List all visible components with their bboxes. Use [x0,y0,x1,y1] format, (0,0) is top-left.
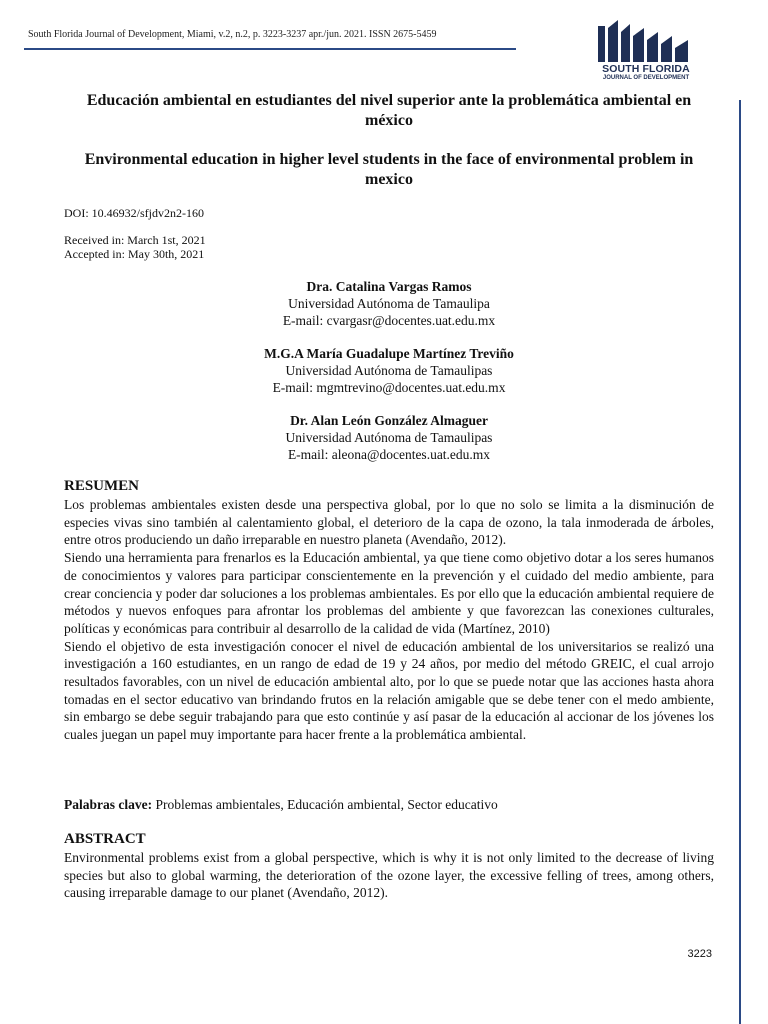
resumen-paragraph: Siendo una herramienta para frenarlos es la Educación ambiental, ya que tiene como objetivo dotar a los seres humanos de conocimientos y valores para participar conscientemente en la prevención y el cuidado del medio ambiente, para crear conciencia y poder dar soluciones a los problemas ambientales. Es por ello que la educación ambiental requiere de métodos y nuevos enfoques para afrontar los problemas del ambiente y que favorezcan las conexiones culturales, políticas y económicas para contribuir al desarrollo de la calidad de vida (Martínez, 2010) [64,550,714,636]
author-email: E-mail: aleona@docentes.uat.edu.mx [287,447,491,462]
author-name: Dra. Catalina Vargas Ramos [306,279,472,294]
accepted-date: Accepted in: May 30th, 2021 [64,247,205,261]
title-spanish: Educación ambiental en estudiantes del nivel superior ante la problemática ambiental en méxico [86,92,692,129]
page-border-right [739,100,741,1024]
author-block [64,345,714,396]
author-affiliation: Universidad Autónoma de Tamaulipas [285,363,493,378]
resumen-paragraph: Siendo el objetivo de esta investigación conocer el nivel de educación ambiental de los universitarios se realizó una investigación a 160 estudiantes, en un rango de edad de 19 y 24 años, por medio del método GREIC, el cual arrojo resultados favorables, con un nivel de educación ambiental alto, por lo que se puede notar que las acciones hasta ahora tomadas en el sector educativo van brindando frutos en la relación amigable que se debe tener con el medo ambiente, sin embargo se debe seguir trabajando para que esto continúe y así pasar de la educación al accionar de los jóvenes los cuales juegan un papel muy importante para hacer frente a la problemática ambiental. [64,638,714,743]
doi: DOI: 10.46932/sfjdv2n2-160 [64,206,204,220]
resumen-body [64,496,714,744]
author-email: E-mail: mgmtrevino@docentes.uat.edu.mx [272,380,506,395]
title-english: Environmental education in higher level students in the face of environmental problem in mexico [84,151,694,188]
author-email: E-mail: cvargasr@docentes.uat.edu.mx [282,313,496,328]
keywords [64,797,714,813]
author-name: Dr. Alan León González Almaguer [290,413,488,428]
page-number: 3223 [687,948,712,960]
author-affiliation: Universidad Autónoma de Tamaulipa [288,296,490,311]
logo-subtitle: JOURNAL OF DEVELOPMENT [602,75,690,81]
journal-citation: South Florida Journal of Development, Miami, v.2, n.2, p. 3223-3237 apr./jun. 2021. ISSN 2675-5459 [28,29,437,40]
author-name: M.G.A María Guadalupe Martínez Treviño [264,346,514,361]
resumen-paragraph: Los problemas ambientales existen desde una perspectiva global, por lo que no solo se limita a la disminución de especies vivas sino también al calentamiento global, el deterioro de la capa de ozono, la tala inmoderada de árboles, entre otros produciendo un daño irreparable en nuestro planeta (Avendaño, 2012). [64,497,714,548]
keywords-text: Problemas ambientales, Educación ambiental, Sector educativo [152,797,498,812]
abstract-body [64,849,714,902]
author-block [64,412,714,463]
resumen-heading: RESUMEN [64,478,140,494]
author-block [64,278,714,329]
logo-title: SOUTH FLORIDA [602,63,690,75]
header-divider [24,48,516,50]
keywords-label: Palabras clave: [64,797,153,812]
author-affiliation: Universidad Autónoma de Tamaulipas [285,430,493,445]
received-date: Received in: March 1st, 2021 [64,233,206,247]
abstract-paragraph: Environmental problems exist from a global perspective, which is why it is not only limited to the decrease of living species but also to global warming, the deterioration of the ozone layer, the excessive felling of trees, among others, causing irreparable damage to our planet (Avendaño, 2012). [64,850,714,901]
abstract-heading: ABSTRACT [64,831,146,847]
